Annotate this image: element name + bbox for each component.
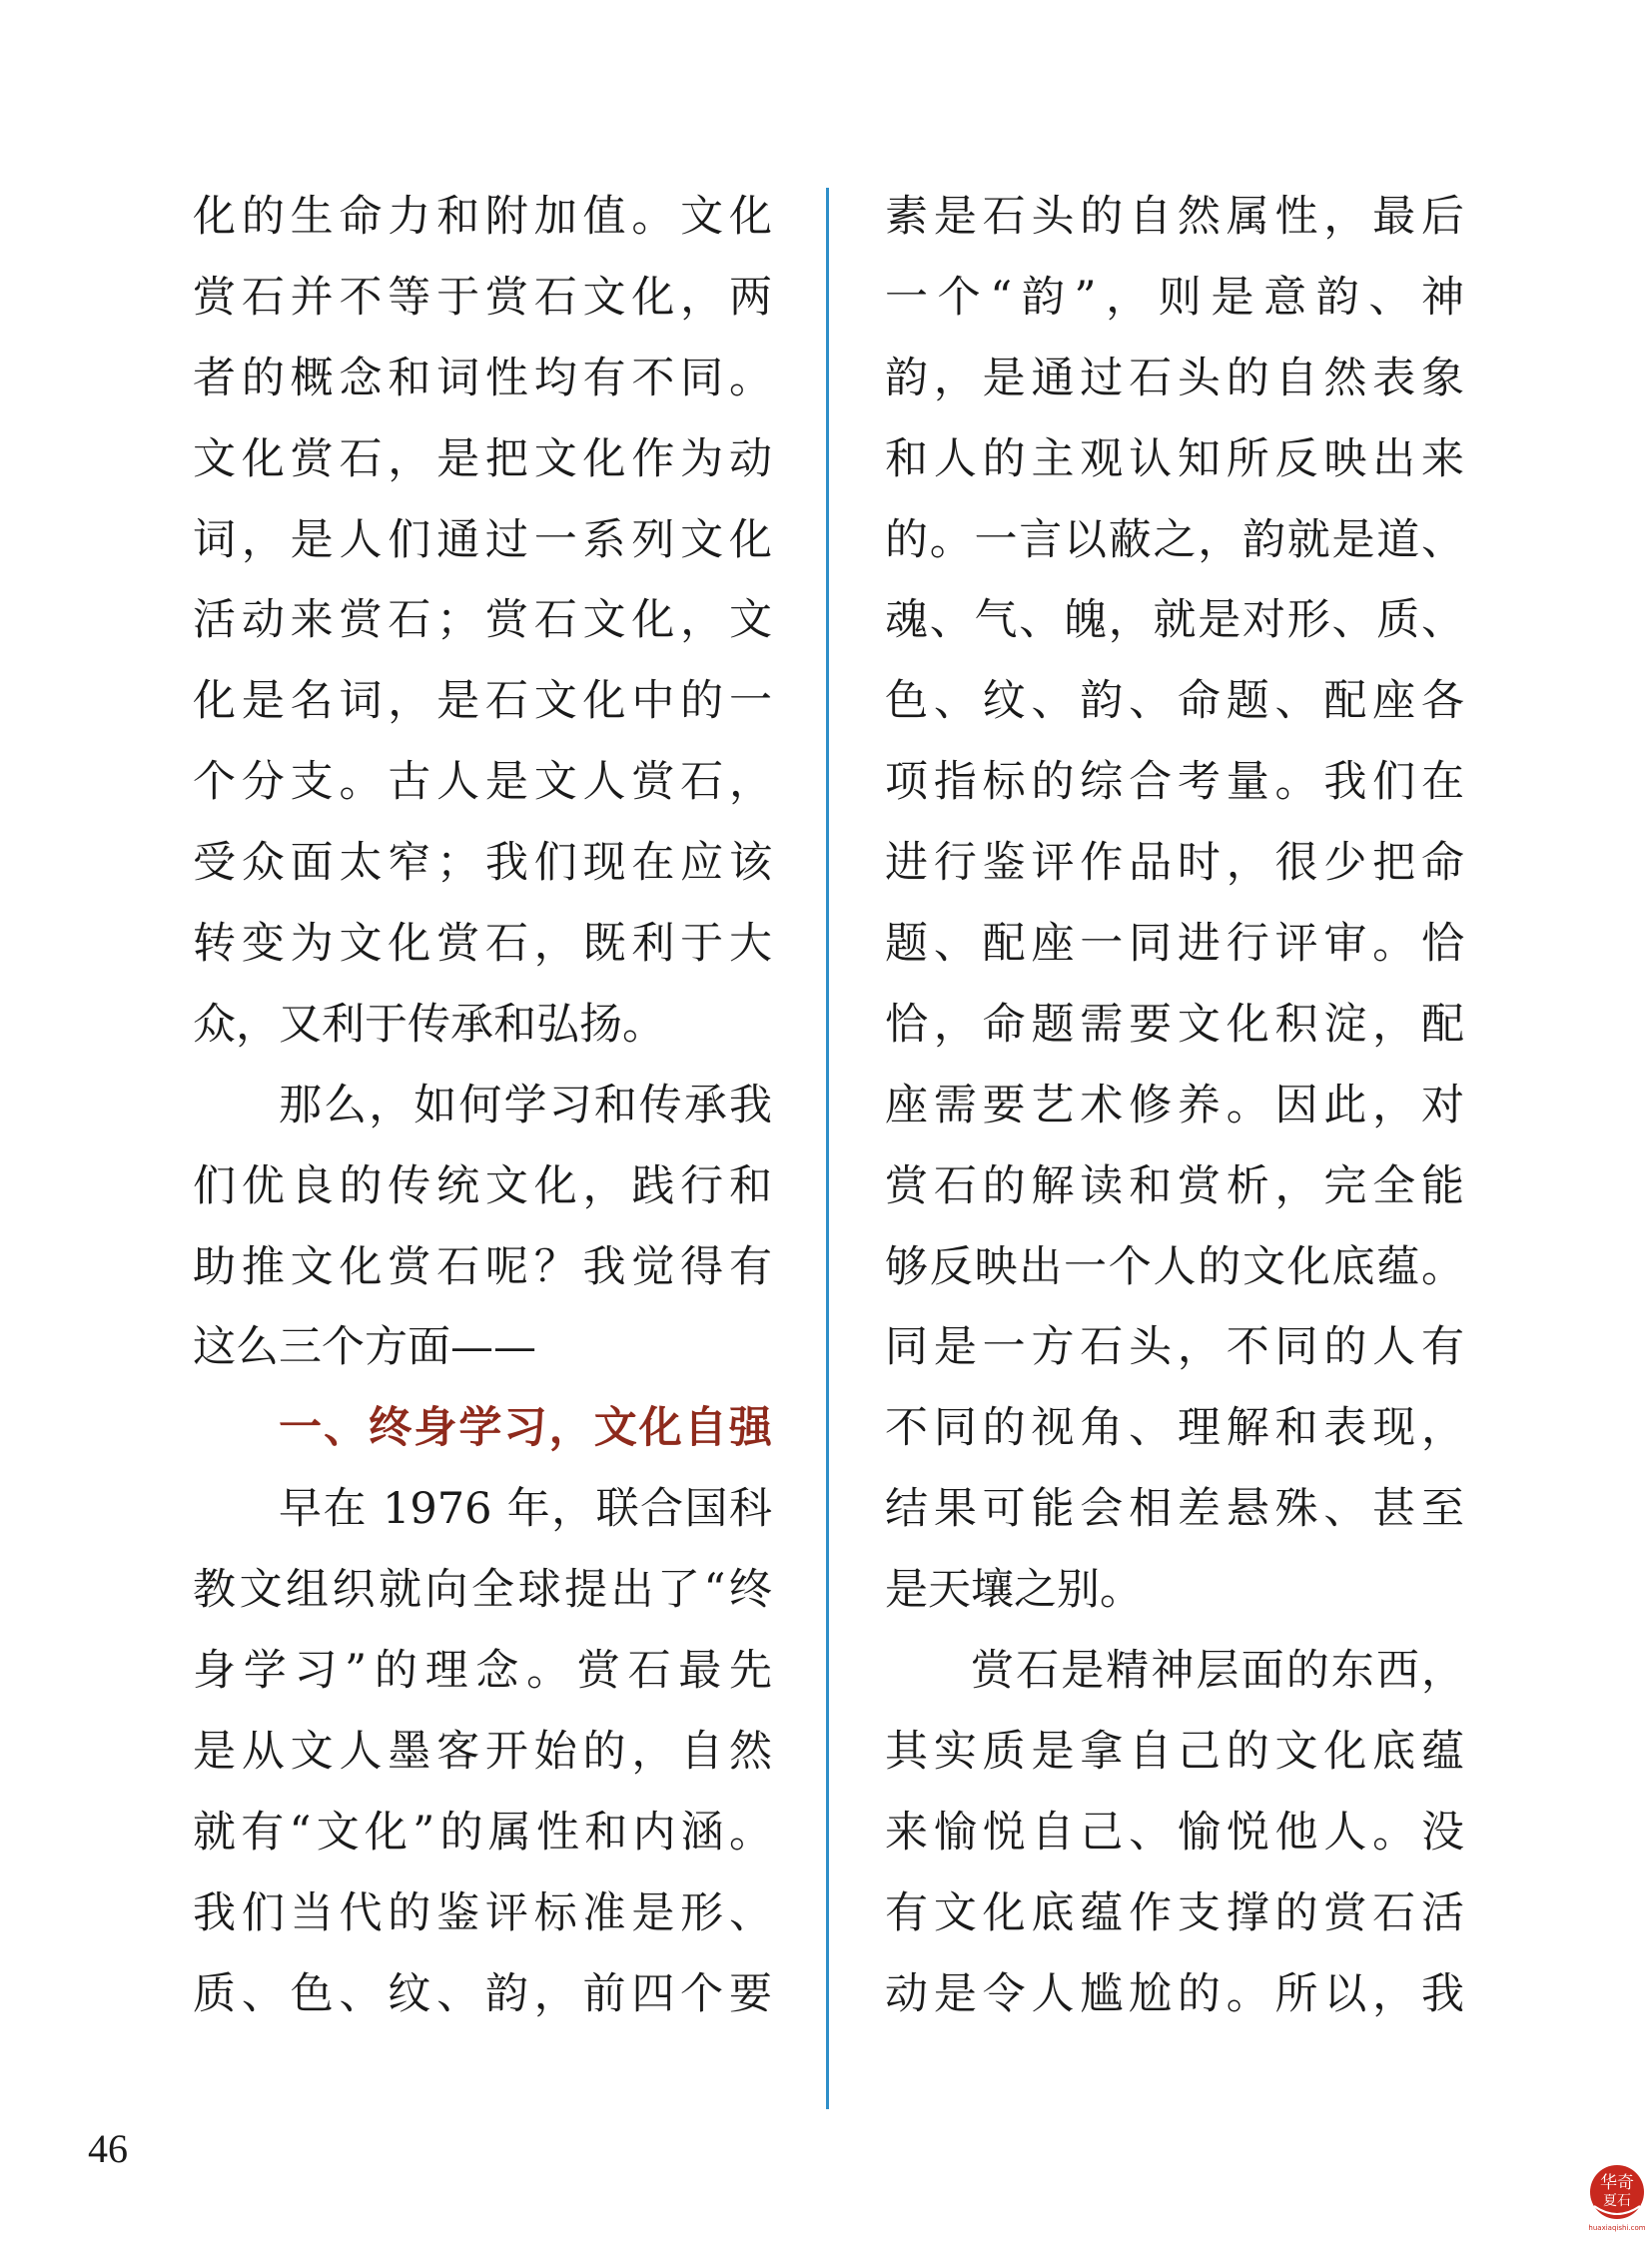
text-line: 者的概念和词性均有不同。 xyxy=(193,353,772,403)
text-line: 一个“韵”，则是意韵、神 xyxy=(885,272,1464,323)
text-line: 魂、气、魄，就是对形、质、 xyxy=(885,595,1464,646)
text-line: 项指标的综合考量。我们在 xyxy=(885,757,1464,808)
paragraph-start-line: 赏石是精神层面的东西， xyxy=(971,1646,1464,1697)
text-line: 素是石头的自然属性，最后 xyxy=(885,192,1464,242)
column-divider xyxy=(826,188,829,2109)
text-line: 题、配座一同进行评审。恰 xyxy=(885,919,1464,970)
text-line: 赏石并不等于赏石文化，两 xyxy=(193,272,772,323)
text-line: 动是令人尴尬的。所以，我 xyxy=(885,1968,1464,2019)
svg-text:huaxiaqishi.com: huaxiaqishi.com xyxy=(1588,2224,1646,2232)
text-line: 的。一言以蔽之，韵就是道、 xyxy=(885,514,1464,565)
text-line: 同是一方石头，不同的人有 xyxy=(885,1322,1464,1373)
text-line: 够反映出一个人的文化底蕴。 xyxy=(885,1241,1464,1292)
left-column xyxy=(193,177,772,2034)
text-line: 质、色、纹、韵，前四个要 xyxy=(193,1968,772,2019)
text-line: 这么三个方面—— xyxy=(193,1322,536,1373)
paragraph-start-line: 早在 1976 年，联合国科 xyxy=(279,1484,772,1535)
text-line: 是天壤之别。 xyxy=(885,1565,1143,1616)
text-line: 身学习”的理念。赏石最先 xyxy=(193,1646,772,1697)
svg-text:夏石: 夏石 xyxy=(1603,2193,1631,2209)
text-line: 色、纹、韵、命题、配座各 xyxy=(885,676,1464,727)
text-line: 词，是人们通过一系列文化 xyxy=(193,514,772,565)
svg-text:华奇: 华奇 xyxy=(1600,2173,1634,2193)
text-line: 就有“文化”的属性和内涵。 xyxy=(193,1807,772,1858)
text-line: 座需要艺术修养。因此，对 xyxy=(885,1080,1464,1130)
text-line: 进行鉴评作品时，很少把命 xyxy=(885,838,1464,889)
text-line: 化是名词，是石文化中的一 xyxy=(193,676,772,727)
text-line: 韵，是通过石头的自然表象 xyxy=(885,353,1464,403)
text-line: 不同的视角、理解和表现， xyxy=(885,1403,1464,1454)
text-line: 受众面太窄；我们现在应该 xyxy=(193,838,772,889)
text-line: 众，又利于传承和弘扬。 xyxy=(193,999,665,1050)
section-heading: 一、终身学习，文化自强 xyxy=(279,1403,772,1454)
text-line: 恰，命题需要文化积淀，配 xyxy=(885,999,1464,1050)
text-line: 转变为文化赏石，既利于大 xyxy=(193,919,772,970)
paragraph-start-line: 那么，如何学习和传承我 xyxy=(279,1080,772,1130)
text-line: 化的生命力和附加值。文化 xyxy=(193,192,772,242)
text-line: 活动来赏石；赏石文化，文 xyxy=(193,595,772,646)
text-line: 助推文化赏石呢？我觉得有 xyxy=(193,1241,772,1292)
text-line: 结果可能会相差悬殊、甚至 xyxy=(885,1484,1464,1535)
text-line: 个分支。古人是文人赏石， xyxy=(193,757,772,808)
text-line: 和人的主观认知所反映出来 xyxy=(885,433,1464,484)
text-line: 赏石的解读和赏析，完全能 xyxy=(885,1160,1464,1211)
text-line: 有文化底蕴作支撑的赏石活 xyxy=(885,1887,1464,1938)
right-column xyxy=(885,177,1464,2034)
text-line: 文化赏石，是把文化作为动 xyxy=(193,433,772,484)
text-line: 来愉悦自己、愉悦他人。没 xyxy=(885,1807,1464,1858)
text-line: 教文组织就向全球提出了“终 xyxy=(193,1565,772,1616)
page-number: 46 xyxy=(88,2126,128,2171)
text-line: 们优良的传统文化，践行和 xyxy=(193,1160,772,1211)
text-line: 我们当代的鉴评标准是形、 xyxy=(193,1887,772,1938)
text-line: 是从文人墨客开始的，自然 xyxy=(193,1726,772,1777)
text-line: 其实质是拿自己的文化底蕴 xyxy=(885,1726,1464,1777)
seal-logo-icon xyxy=(1586,2162,1648,2234)
